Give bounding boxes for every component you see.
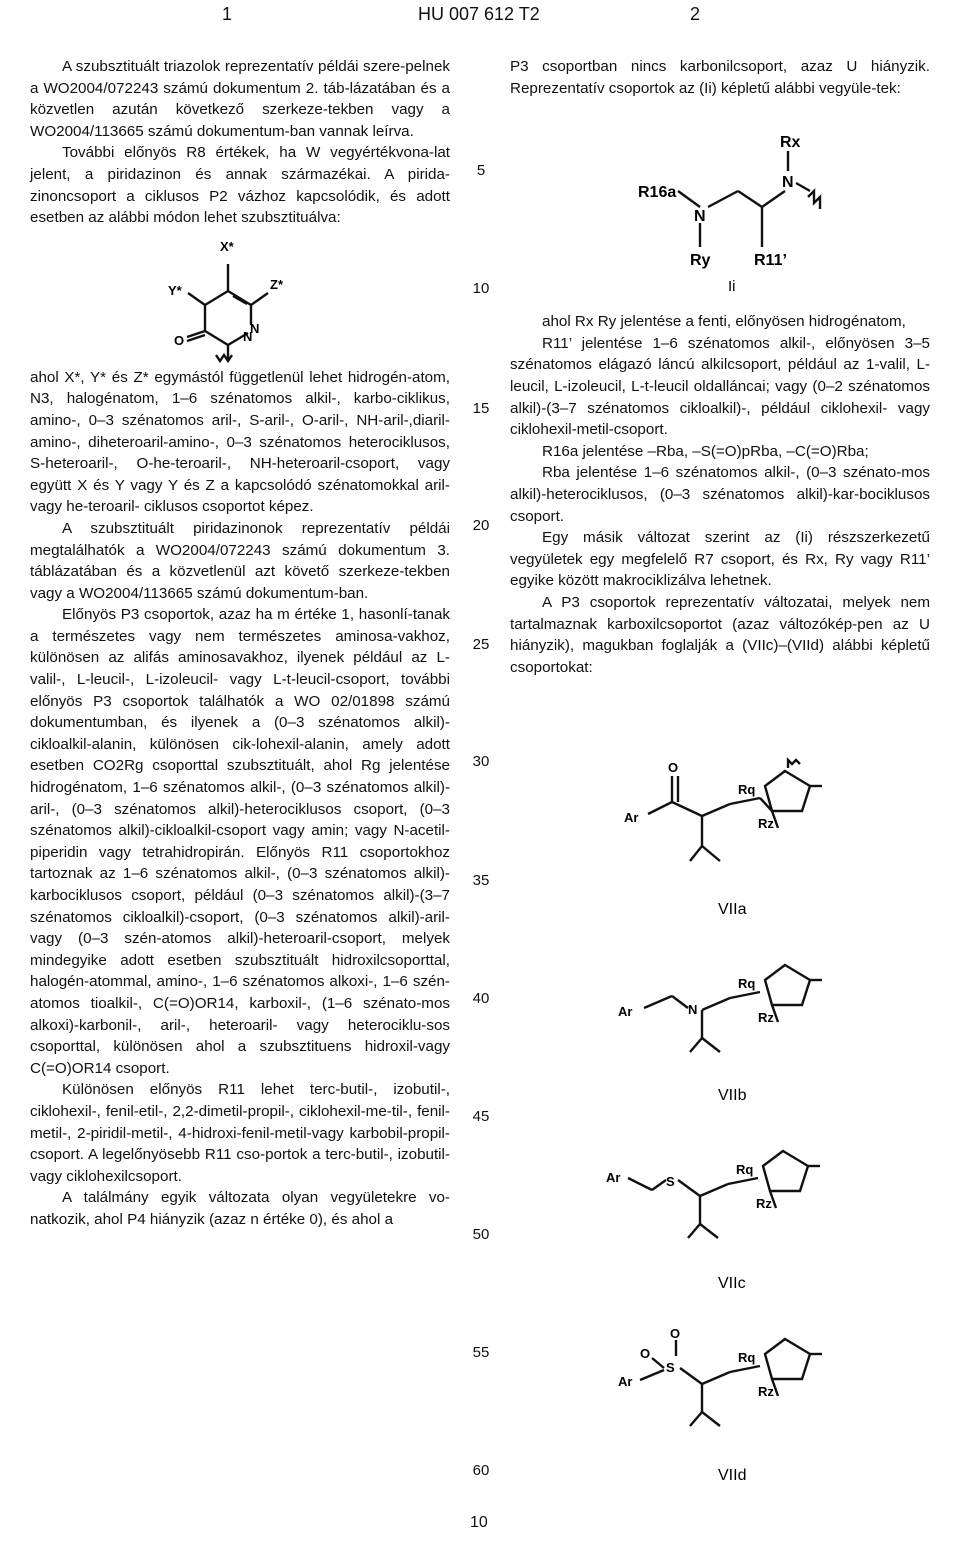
Ar-label: Ar: [624, 810, 639, 825]
paragraph: ahol Rx Ry jelentése a fenti, előnyösen hidrogénatom,: [542, 313, 906, 331]
paragraph: R16a jelentése –Rba, –S(=O)pRba, –C(=O)Rba;: [542, 442, 869, 460]
line-number: 25: [472, 636, 490, 653]
line-number: 55: [472, 1344, 490, 1361]
O-label: O: [174, 332, 185, 348]
paragraph: A szubsztituált piridazinonok reprezentatív példái megtalálhatók a WO2004/072243 számú dokumentum 3. táblázatában és a közvetlenül azt követő szerkeze-tekben vagy a WO2004/113665 számú dokumentum-ban.: [30, 519, 450, 602]
figure-label: VIId: [718, 1467, 747, 1484]
VIId-figure: [610, 1310, 860, 1490]
R11-label: R11’: [754, 252, 787, 270]
line-number: 40: [472, 990, 490, 1007]
Rq-label: Rq: [738, 1350, 756, 1365]
Rz-label: Rz: [758, 1384, 774, 1399]
Rz-label: Rz: [756, 1196, 772, 1211]
Rx-label: Rx: [780, 134, 801, 152]
line-number: 45: [472, 1108, 490, 1125]
line-number: 35: [472, 872, 490, 889]
header-right-page-number: 2: [690, 4, 701, 24]
patent-id: HU 007 612 T2: [418, 4, 540, 24]
line-number: 20: [472, 517, 490, 534]
N-label: N: [694, 208, 706, 226]
header-left-page-number: 1: [222, 4, 233, 24]
left-column: [30, 56, 450, 1231]
figure-label: VIIb: [718, 1087, 747, 1104]
paragraph: A P3 csoportok reprezentatív változatai, melyek nem tartalmaznak karboxilcsoportot (azaz változókép-pen az U hiányzik), magukban foglalják a (VIIc)–(VIId) alábbi képletű csoportokat:: [510, 593, 930, 676]
Rq-label: Rq: [736, 1162, 754, 1177]
Rz-label: Rz: [758, 1010, 774, 1025]
paragraph: ahol X*, Y* és Z* egymástól függetlenül lehet hidrogén-atom, N3, halogénatom, 1–6 szénatomos alkil-, karbo-ciklikus, amino-, 0–3 szénatomos aril-, S-aril-, O-aril-, NH-aril-,diaril-amino-, diheteroaril-amino-, 0–3 szénatomos heterociklusos, S-heteroaril-, O-he-teroaril-, NH-heteroaril-csoport, vagy együtt X és Y vagy Y és Z a kapcsolódó szénatomokkal aril- vagy he-teroaril- ciklusos csoportot képez.: [30, 368, 450, 516]
O-label: O: [640, 1346, 651, 1361]
Ar-label: Ar: [618, 1004, 633, 1019]
O-label: O: [670, 1326, 681, 1341]
Z-label: Z*: [270, 276, 283, 292]
VIIa-figure: [610, 736, 860, 926]
line-number: 10: [472, 280, 490, 297]
VIIc-figure: [600, 1118, 860, 1298]
figure-label: Ii: [728, 278, 736, 296]
paragraph: Előnyös P3 csoportok, azaz ha m értéke 1, hasonlí-tanak a természetes vagy nem természetes aminosa-vakhoz, különösen az alifás aminosavakhoz, ilyenek például az L-valil-, L-leucil-, L-izoleucil- vagy L-t-leucil-csoport, további előnyös P3 csoportok találhatók a WO 02/01898 számú dokumentumban, és ilyenek a (0–3 szénatomos alkil)-cikloalkil-alanin, különösen cik-lohexil-alanin, amely adott esetben CO2Rg csoporttal szubsztituált, ahol Rg jelentése hidrogénatom, 1–6 szénatomos alkil-, (0–3 szénatomos alkil)-aril-, (0–3 szénatomos alkil)-heterociklusos csoport, (0–3 szénatomos alkil)-cikloalkil-csoport vagy amin; vagy N-acetil-piperidin vagy tetrahidropirán. Előnyös R11 csoportokhoz tartoznak az 1–6 szénatomos alkil-, (0–3 szénatomos alkil)-karbociklusos csoport, például (0–3 szénatomos alkil)-(3–7 szénatomos cikloalkil)-csoport, (0–3 szénatomos alkil)-aril- vagy (0–3 szén-atomos alkil)-heteroaril-csoport, melyek mindegyike adott esetben szubsztituált hidroxilcsoporttal, halogén-atommal, amino-, 1–6 szénatomos alkoxi-, 1–6 szén-atomos tioalkil-, C(=O)OR14, karboxil-, (1–6 szénato-mos alkoxi)-karbonil-, aril-, heteroaril- vagy heterociklu-sos csoporttal, különösen ahol a szubsztituens hidroxil-vagy C(=O)OR14 csoport.: [30, 606, 450, 1077]
Ry-label: Ry: [690, 252, 711, 270]
Ar-label: Ar: [606, 1170, 621, 1185]
line-number: 30: [472, 753, 490, 770]
N-label: N: [250, 320, 260, 336]
paragraph: R11’ jelentése 1–6 szénatomos alkil-, előnyösen 3–5 szénatomos elágazó láncú alkilcsoport, például az 1-valil, L-leucil, L-izoleucil, L-t-leucil oldalláncai; vagy (0–2 szénatomos alkil)-(3–7 szénatomos cikloalkil)-, például ciklohexil- vagy ciklohexil-metil-csoport.: [510, 334, 930, 439]
line-number: 15: [472, 400, 490, 417]
N-label: N: [243, 328, 253, 344]
S-label: S: [666, 1360, 675, 1375]
VIIb-figure: [610, 930, 860, 1110]
paragraph: Rba jelentése 1–6 szénatomos alkil-, (0–3 szénato-mos alkil)-heterociklusos, (0–3 szénatomos alkil)-kar-bociklusos csoport.: [510, 464, 930, 525]
right-column: [510, 56, 930, 678]
figure-label: VIIa: [718, 901, 747, 918]
paragraph: A szubsztituált triazolok reprezentatív példái szere-pelnek a WO2004/072243 számú dokumentum 2. táb-lázatában és a közvetlen azután következő szerkeze-tekben vagy a WO2004/113665 számú dokumentum-ban vannak leírva.: [30, 58, 450, 140]
paragraph: A találmány egyik változata olyan vegyületekre vo-natkozik, ahol P4 hiányzik (azaz n értéke 0), és ahol a: [30, 1189, 450, 1228]
paragraph: Különösen előnyös R11 lehet terc-butil-, izobutil-, ciklohexil-, fenil-etil-, 2,2-dimetil-propil-, ciklohexil-me-til-, fenil-metil-, 2-piridil-metil-, 4-hidroxi-fenil-metil-vagy karbobil-propil-csoport. A legelőnyösebb R11 cso-portok a terc-butil-, izobutil- vagy ciklohexilcsoport.: [30, 1081, 450, 1185]
Rq-label: Rq: [738, 976, 756, 991]
S-label: S: [666, 1174, 675, 1189]
R16a-label: R16a: [638, 184, 677, 202]
paragraph: P3 csoportban nincs karbonilcsoport, azaz U hiányzik. Reprezentatív csoportok az (Ii) képletű alábbi vegyüle-tek:: [510, 58, 930, 97]
Rq-label: Rq: [738, 782, 756, 797]
N-label: N: [688, 1002, 698, 1017]
Rz-label: Rz: [758, 816, 774, 831]
pyridazinone-figure: [30, 229, 450, 367]
figure-label: VIIc: [718, 1275, 746, 1292]
N-label: N: [782, 174, 794, 192]
footer-page-number: 10: [470, 1514, 488, 1531]
Ii-figure: [510, 99, 930, 299]
line-number: 60: [472, 1462, 490, 1479]
paragraph: Egy másik változat szerint az (Ii) részszerkezetű vegyületek egy megfelelő R7 csoport, és Rx, Ry vagy R11’ egyike között makrociklizálva lehetnek.: [510, 529, 930, 590]
line-number: 5: [476, 162, 486, 179]
X-label: X*: [220, 238, 234, 254]
O-label: O: [668, 760, 679, 775]
paragraph: További előnyös R8 értékek, ha W vegyértékvona-lat jelent, a piridazinon és annak származékai. A pirida-zinoncsoport a ciklusos P2 vázhoz kapcsolódik, és adott esetben az alábbi módon lehet szubsztituálva:: [30, 144, 450, 227]
Y-label: Y*: [168, 282, 182, 298]
line-number: 50: [472, 1226, 490, 1243]
Ar-label: Ar: [618, 1374, 633, 1389]
